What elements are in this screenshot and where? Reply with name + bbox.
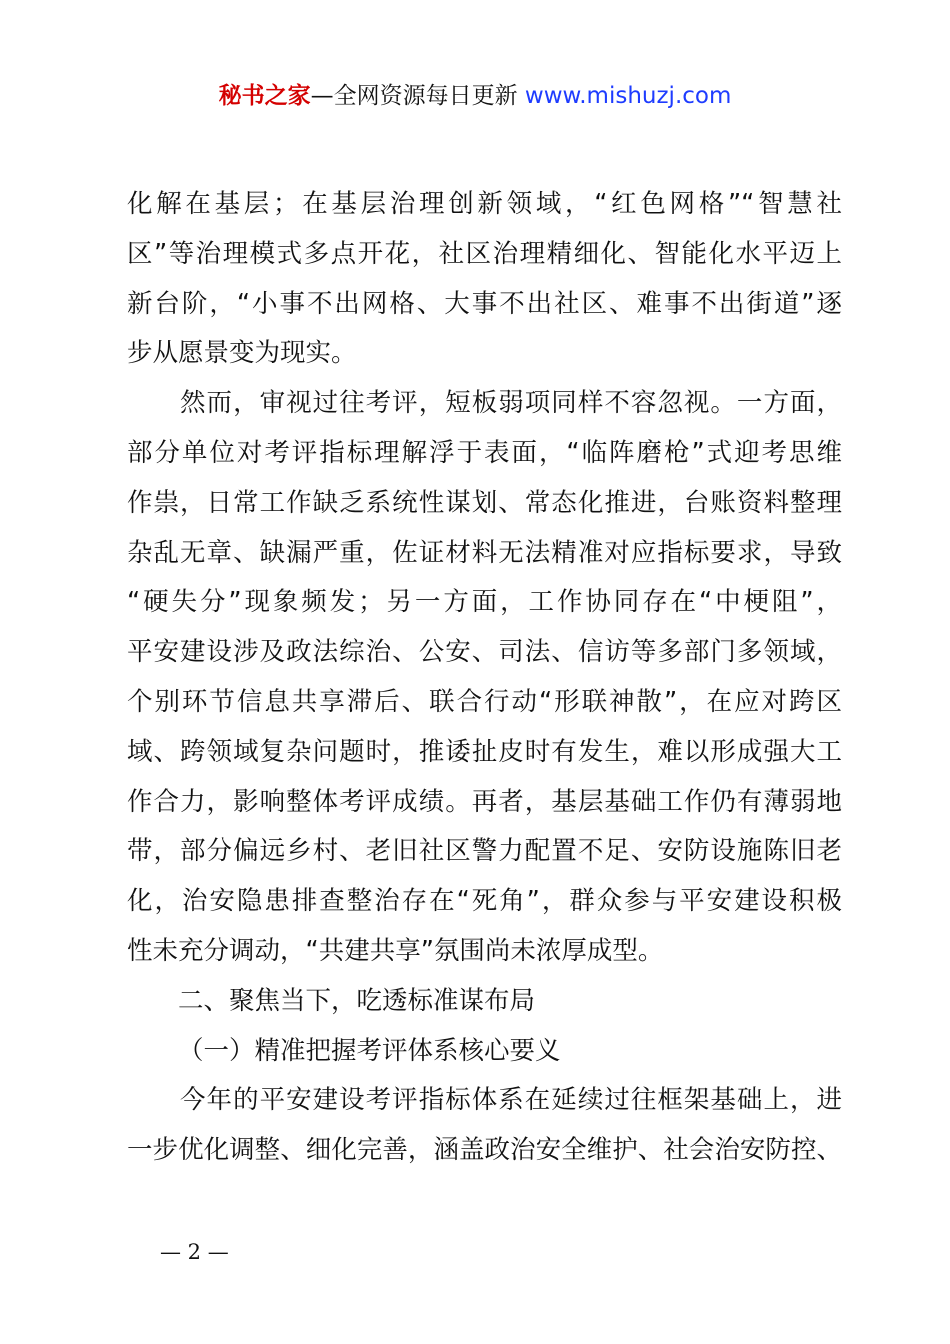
website-link[interactable]: www.mishuzj.com [524,83,732,109]
document-header [0,82,950,110]
paragraph-line: 平安建设涉及政法综治、公安、司法、信访等多部门多领域， [127,637,842,668]
brand-link[interactable]: 秘书之家 [218,83,311,109]
paragraph-line: 性未充分调动，“共建共享”氛围尚未浓厚成型。 [127,935,664,966]
paragraph-line: 个别环节信息共享滞后、联合行动“形联神散”，在应对跨区 [127,686,842,717]
paragraph-line: 新台阶，“小事不出网格、大事不出社区、难事不出街道”逐 [127,288,842,319]
paragraph-line: 化，治安隐患排查整治存在“死角”，群众参与平安建设积极 [127,886,842,917]
paragraph-line: 作合力，影响整体考评成绩。再者，基层基础工作仍有薄弱地 [127,786,842,817]
paragraph-line: 带，部分偏远乡村、老旧社区警力配置不足、安防设施陈旧老 [127,836,842,867]
document-body [127,180,842,1176]
paragraph-line: 部分单位对考评指标理解浮于表面，“临阵磨枪”式迎考思维 [127,437,842,468]
paragraph-line: 区”等治理模式多点开花，社区治理精细化、智能化水平迈上 [127,238,842,269]
paragraph-line: “硬失分”现象频发；另一方面，工作协同存在“中梗阻”， [127,587,842,618]
sub-heading: （一）精准把握考评体系核心要义 [178,1035,561,1066]
paragraph-line: 一步优化调整、细化完善，涵盖政治安全维护、社会治安防控、 [127,1135,842,1166]
paragraph-line: 今年的平安建设考评指标体系在延续过往框架基础上，进 [127,1085,842,1116]
paragraph-line: 杂乱无章、缺漏严重，佐证材料无法精准对应指标要求，导致 [127,537,842,568]
paragraph-line: 步从愿景变为现实。 [127,338,357,369]
page-number: — 2 — [160,1240,229,1264]
paragraph-line: 作祟，日常工作缺乏系统性谋划、常态化推进，台账资料整理 [127,487,842,518]
section-heading: 二、聚焦当下，吃透标准谋布局 [178,985,536,1016]
paragraph-line: 域、跨领域复杂问题时，推诿扯皮时有发生，难以形成强大工 [127,736,842,767]
header-tagline: —全网资源每日更新 [310,83,518,109]
paragraph-line: 化解在基层；在基层治理创新领域，“红色网格”“智慧社 [127,189,842,219]
paragraph-line: 然而，审视过往考评，短板弱项同样不容忽视。一方面， [127,388,842,419]
